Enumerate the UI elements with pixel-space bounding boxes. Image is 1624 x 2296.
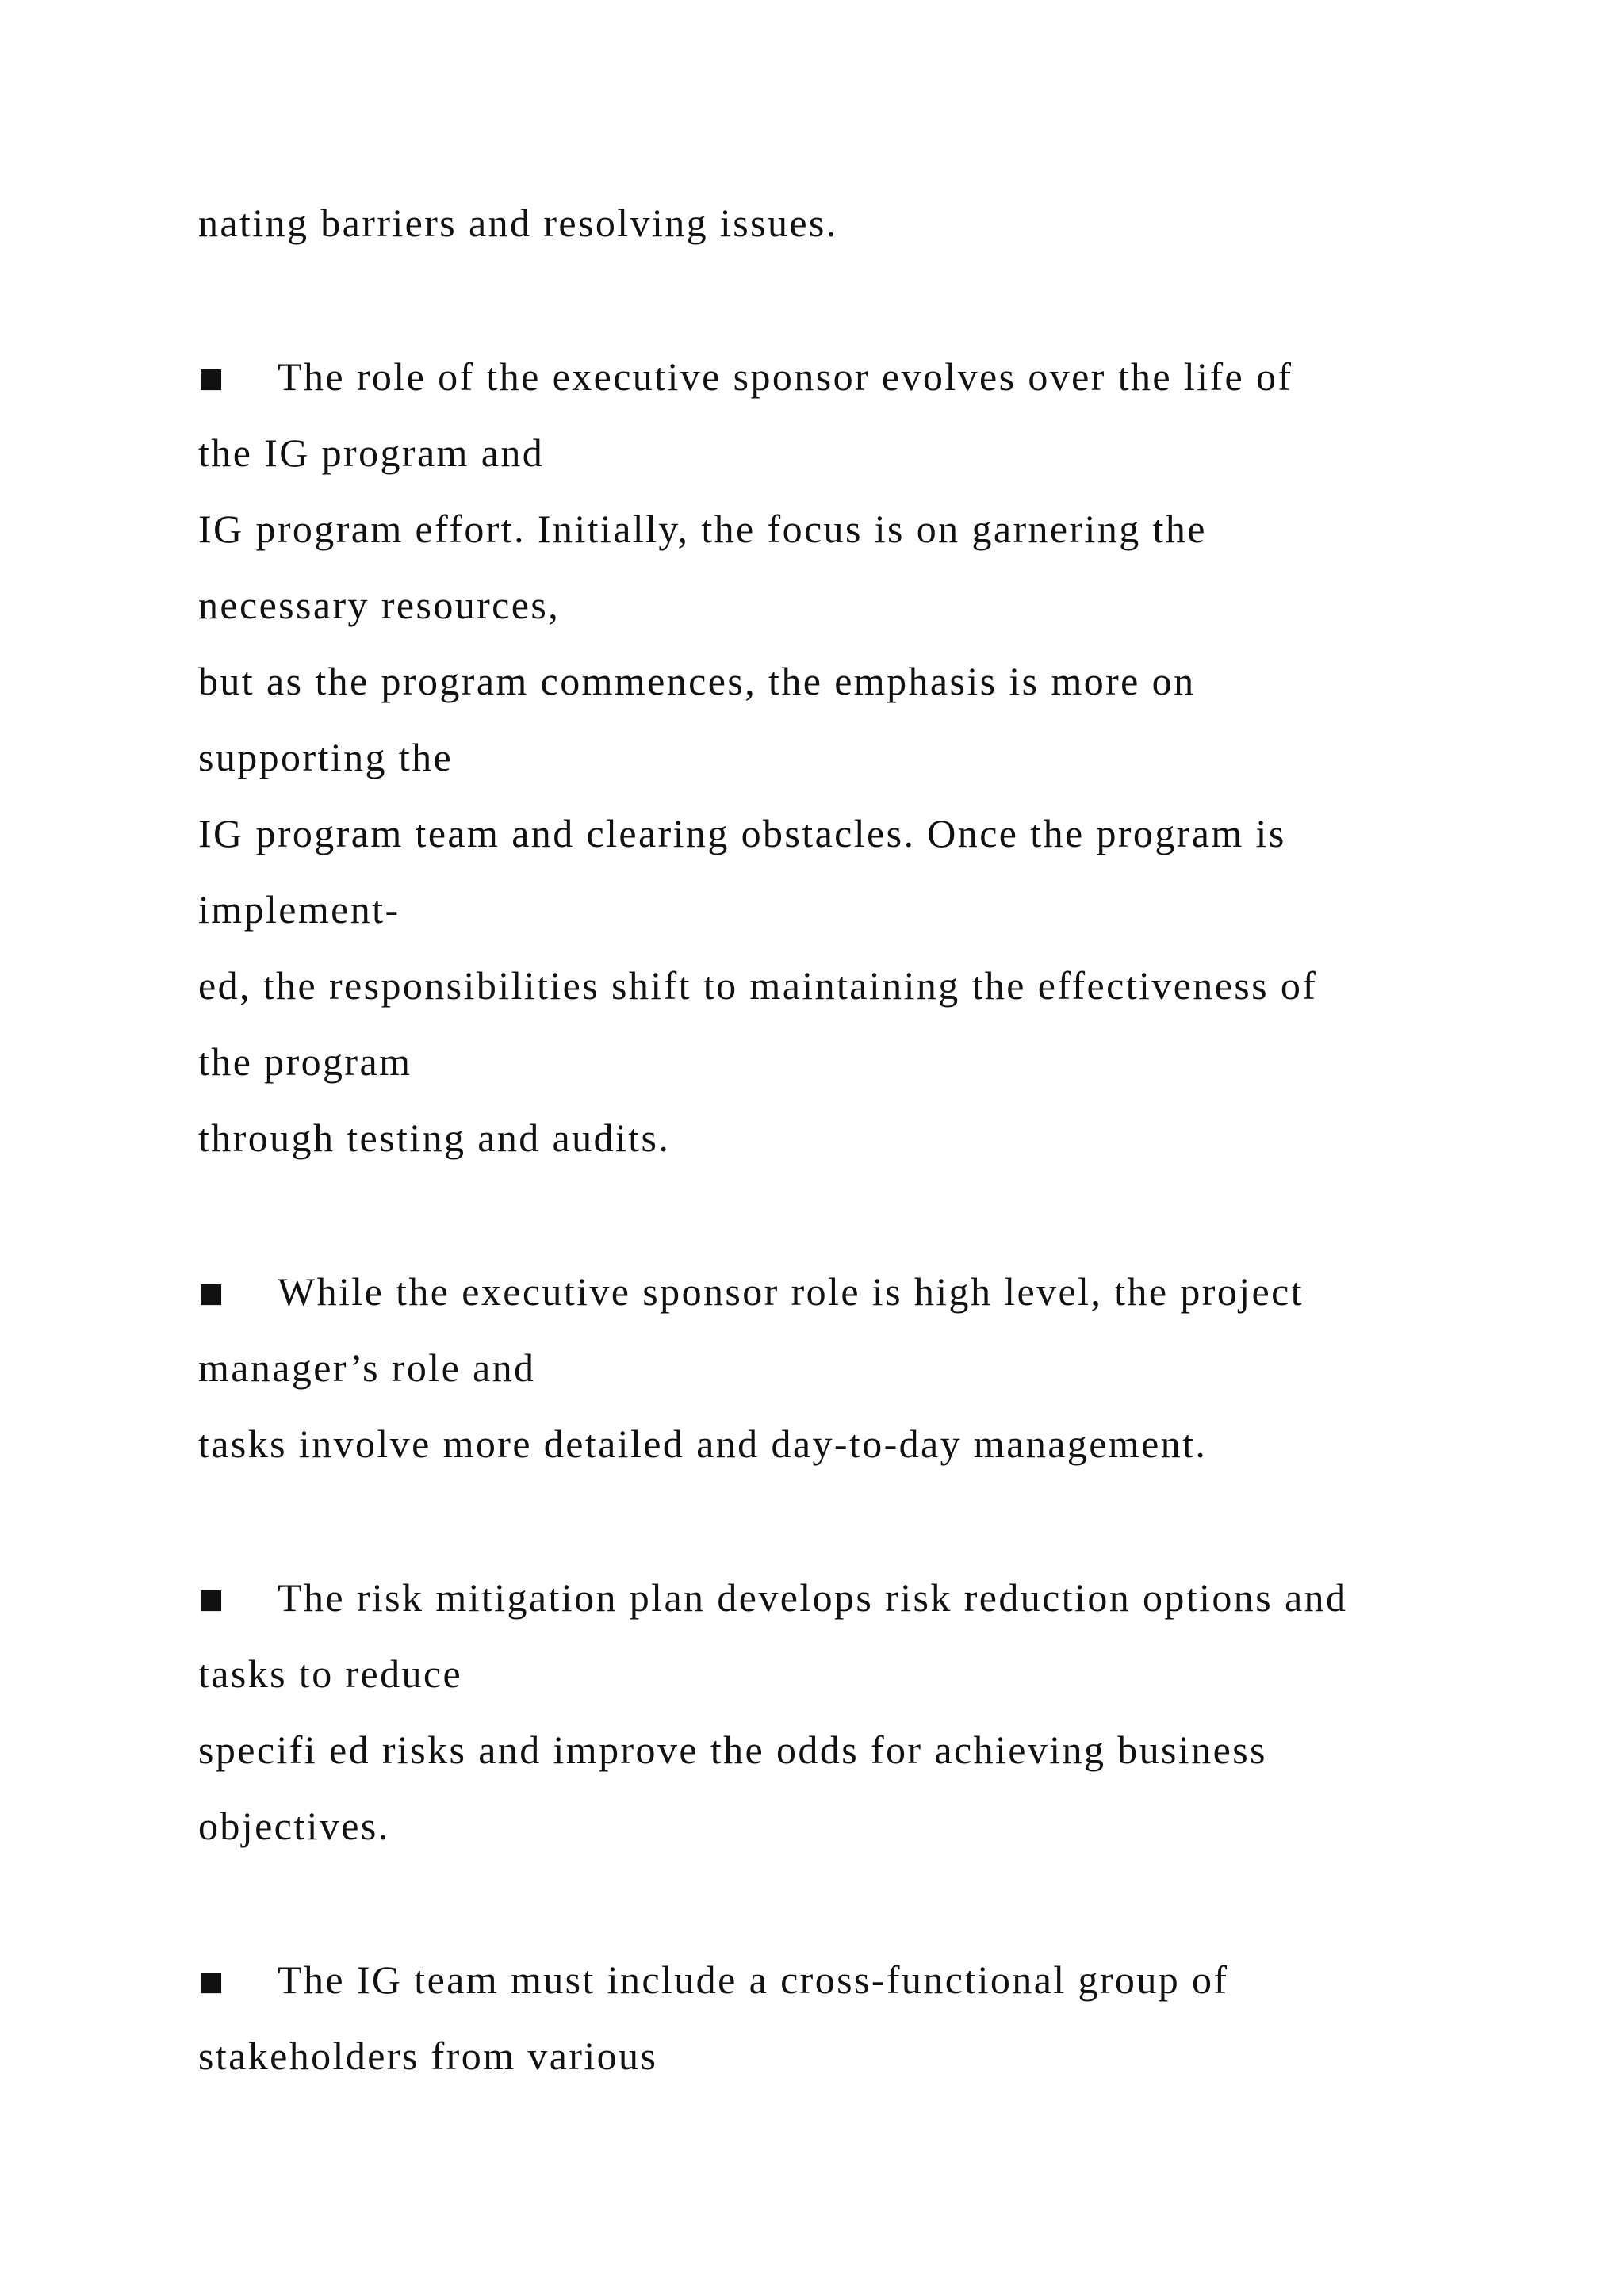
line-text: the IG program and <box>198 430 545 475</box>
line-text: IG program team and clearing obstacles. Once the program is <box>198 811 1286 855</box>
bullet-square-icon: ■ <box>198 1965 226 1997</box>
bullet-line <box>198 1957 1229 2002</box>
text-line <box>198 1806 390 1846</box>
text-line <box>198 1651 463 1696</box>
line-text: the program <box>198 1039 412 1084</box>
line-text: IG program effort. Initially, the focus is on garnering the <box>198 507 1207 551</box>
text-line <box>198 661 1195 701</box>
text-line <box>198 1424 1207 1464</box>
bullet-line <box>198 1575 1348 1620</box>
line-text: While the executive sponsor role is high level, the project <box>278 1269 1304 1314</box>
text-line <box>198 813 1286 853</box>
line-text: specifi ed risks and improve the odds for achieving business <box>198 1728 1267 1772</box>
bullet-square-icon: ■ <box>198 1583 226 1615</box>
text-line <box>198 963 1318 1008</box>
bullet-square-icon: ■ <box>198 362 226 394</box>
line-text: necessary resources, <box>198 583 561 627</box>
text-line <box>198 430 545 475</box>
bullet-line <box>198 1269 1304 1314</box>
text-line <box>198 1039 412 1084</box>
text-line <box>198 1345 536 1390</box>
line-text: tasks to reduce <box>198 1651 463 1696</box>
text-line <box>198 2036 657 2076</box>
bullet-square-icon: ■ <box>198 1277 226 1309</box>
text-line <box>198 887 400 932</box>
line-text: through testing and audits. <box>198 1115 671 1160</box>
bullet-line <box>198 354 1293 399</box>
text-line <box>198 1730 1267 1770</box>
text-line <box>198 1115 671 1160</box>
text-line <box>198 585 560 625</box>
line-text: The role of the executive sponsor evolves over the life of <box>278 354 1293 399</box>
line-text: manager’s role and <box>198 1345 536 1390</box>
line-text: ed, the responsibilities shift to maintaining the effectiveness of <box>198 963 1318 1008</box>
line-text: nating barriers and resolving issues. <box>198 201 838 245</box>
text-line <box>198 737 453 777</box>
line-text: stakeholders from various <box>198 2034 658 2078</box>
line-text: The risk mitigation plan develops risk reduction options and <box>278 1575 1348 1620</box>
line-text: implement- <box>198 887 400 932</box>
line-text: The IG team must include a cross-functional group of <box>278 1957 1229 2002</box>
line-text: objectives. <box>198 1804 390 1848</box>
line-text: but as the program commences, the emphasis is more on <box>198 659 1196 703</box>
line-text: tasks involve more detailed and day-to-day management. <box>198 1422 1208 1466</box>
line-text: supporting the <box>198 735 454 779</box>
text-line <box>198 203 838 243</box>
text-line <box>198 509 1207 549</box>
